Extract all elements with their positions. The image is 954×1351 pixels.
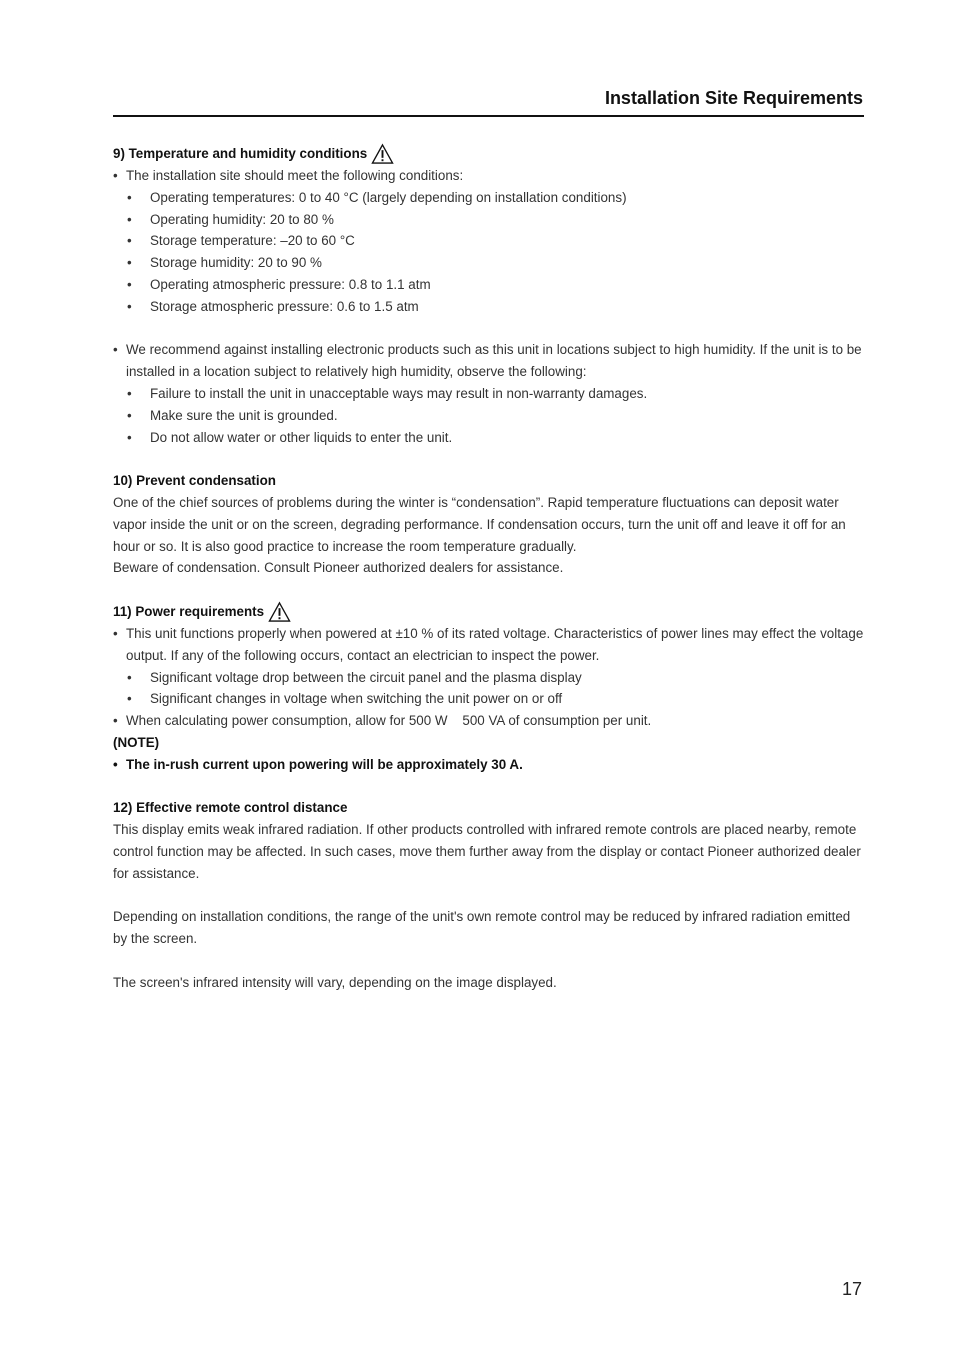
list-item: • Storage humidity: 20 to 90 %: [127, 255, 322, 271]
list-item: • Operating temperatures: 0 to 40 °C (largely depending on installation conditions): [127, 189, 627, 205]
note-item: • The in-rush current upon powering will be approximately 30 A.: [113, 756, 523, 772]
list-item: • Significant changes in voltage when switching the unit power on or off: [127, 691, 563, 707]
section-12-heading: [113, 797, 864, 819]
warning-icon: [371, 143, 394, 165]
section-9-heading: [113, 143, 864, 165]
list-item: • When calculating power consumption, allow for 500 W 500 VA of consumption per unit.: [113, 713, 652, 729]
section-9-title: 9) Temperature and humidity conditions: [113, 146, 368, 162]
list-item: • Significant voltage drop between the circuit panel and the plasma display: [127, 669, 582, 685]
note-label: (NOTE): [113, 734, 160, 750]
section-11-title: 11) Power requirements: [113, 604, 265, 620]
paragraph: One of the chief sources of problems during the winter is “condensation”. Rapid temperature fluctuations can deposit water vapor inside the unit or on the screen, degrading performance. If condensation occurs, turn the unit off and leave it off for an hour or so. It is also good practice to increase the room temperature gradually.: [113, 494, 846, 554]
list-item: • Storage temperature: –20 to 60 °C: [127, 233, 355, 249]
header-rule: [113, 115, 864, 117]
list-item: • We recommend against installing electronic products such as this unit in locations subject to high humidity. If the unit is to be installed in a location subject to relatively high humidity, observe the following:: [113, 342, 862, 380]
document-body: [113, 143, 864, 993]
list-item: • Operating atmospheric pressure: 0.8 to 1.1 atm: [127, 276, 431, 292]
list-item: • Operating humidity: 20 to 80 %: [127, 211, 334, 227]
page-title: Installation Site Requirements: [604, 88, 863, 108]
warning-icon: [268, 601, 291, 623]
list-item: • Make sure the unit is grounded.: [127, 407, 338, 423]
list-item: • This unit functions properly when powered at ±10 % of its rated voltage. Characteristics of power lines may effect the voltage output. If any of the following occurs, contact an electrician to inspect the power.: [113, 625, 864, 663]
paragraph: This display emits weak infrared radiation. If other products controlled with infrared remote controls are placed nearby, remote control function may be affected. In such cases, move them further away from the display or contact Pioneer authorized dealer for assistance.: [113, 822, 861, 881]
list-item: • The installation site should meet the following conditions:: [113, 168, 464, 183]
page-number: 17: [841, 1279, 862, 1299]
section-10-title: 10) Prevent condensation: [113, 473, 276, 489]
paragraph: Depending on installation conditions, the range of the unit's own remote control may be reduced by infrared radiation emitted by the screen.: [113, 909, 851, 947]
section-11-heading: [113, 601, 864, 623]
section-12-title: 12) Effective remote control distance: [113, 800, 348, 816]
list-item: • Failure to install the unit in unacceptable ways may result in non-warranty damages.: [127, 385, 648, 401]
section-10-heading: [113, 470, 864, 492]
list-item: • Do not allow water or other liquids to enter the unit.: [127, 429, 453, 445]
paragraph: The screen's infrared intensity will vary, depending on the image displayed.: [113, 974, 557, 990]
paragraph: Beware of condensation. Consult Pioneer authorized dealers for assistance.: [113, 560, 564, 576]
list-item: • Storage atmospheric pressure: 0.6 to 1.5 atm: [127, 298, 419, 314]
